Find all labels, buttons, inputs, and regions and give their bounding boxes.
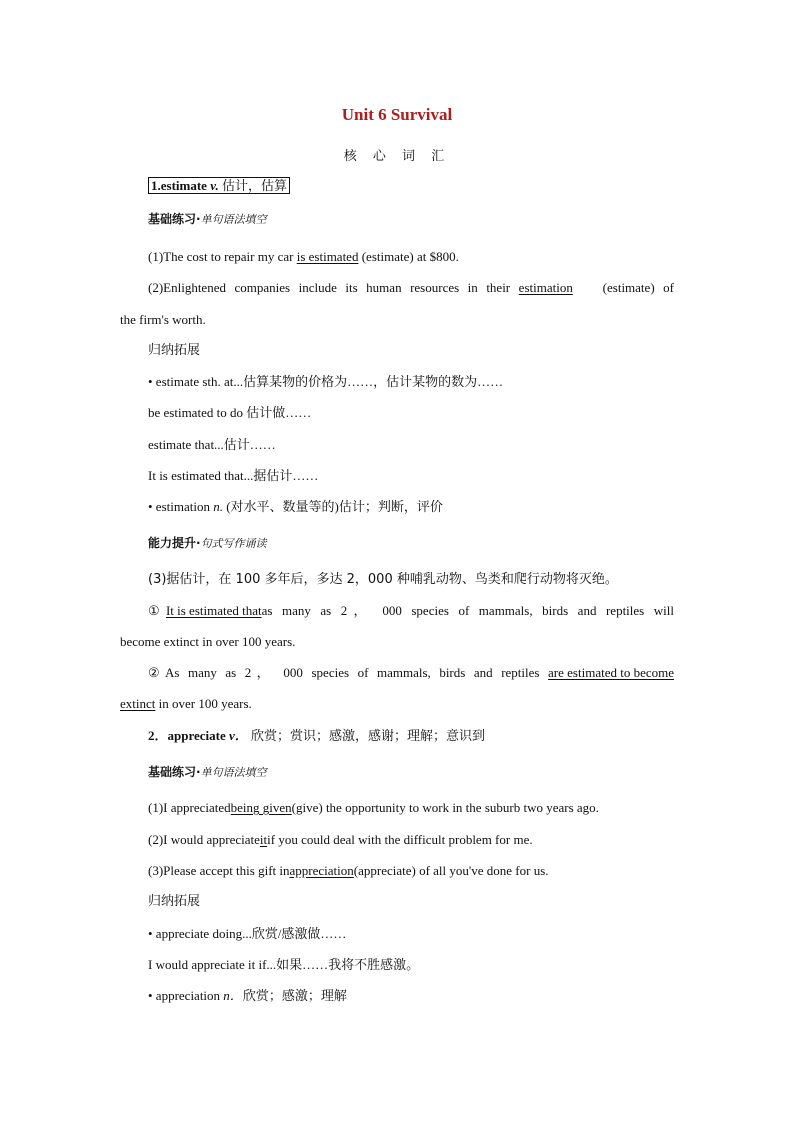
exercise-text: ① (148, 603, 166, 618)
part-of-speech: n． (223, 988, 243, 1003)
expand-meaning: (对水平、数量等的)估计；判断，评价 (222, 499, 443, 514)
expand-item: • appreciate doing...欣赏/感激做…… (148, 926, 347, 941)
expand-item: • estimate sth. at...估算某物的价格为……，估计某物的数为…… (148, 374, 504, 389)
answer-blank: extinct (120, 696, 156, 711)
answer-blank: it (259, 832, 268, 847)
expand-label: 归纳拓展 (148, 894, 201, 909)
exercise-text: ②As many as 2， 000 species of mammals, birds and reptiles (148, 665, 540, 680)
practice-label (148, 762, 267, 783)
practice-sub-text: 单句语法填空 (200, 766, 267, 779)
exercise-3b (148, 663, 674, 683)
exercise-2 (148, 278, 674, 298)
answer-blank: It is estimated that (165, 603, 262, 618)
entry-word: 2．appreciate (148, 728, 226, 743)
exercise-1 (148, 798, 599, 818)
exercise-text: (3)Please accept this gift in (148, 863, 290, 878)
ability-label (148, 533, 267, 554)
exercise-text: (1)The cost to repair my car (148, 249, 297, 264)
expand-label: 归纳拓展 (148, 343, 201, 358)
exercise-text: if you could deal with the difficult problem for me. (267, 832, 533, 847)
practice-label (148, 209, 267, 230)
expand-item (148, 497, 443, 517)
exercise-3a-cont: become extinct in over 100 years. (120, 634, 296, 649)
expand-item: be estimated to do 估计做…… (148, 405, 312, 420)
exercise-2 (148, 830, 533, 850)
ability-label-text: 能力提升· (148, 536, 201, 550)
practice-label-text: 基础练习· (148, 765, 201, 779)
expand-meaning: 欣赏；感激；理解 (242, 988, 347, 1003)
exercise-text: (appreciate) of all you've done for us. (353, 863, 549, 878)
exercise-text: (2)I would appreciate (148, 832, 260, 847)
expand-item: It is estimated that...据估计…… (148, 468, 319, 483)
practice-sub-text: 单句语法填空 (200, 213, 267, 226)
answer-blank: appreciation (289, 863, 354, 878)
exercise-3b-cont (120, 694, 252, 714)
exercise-text: (estimate) of (602, 280, 674, 295)
entry-meaning: 欣赏；赏识；感激，感谢；理解；意识到 (251, 729, 486, 744)
exercise-2-cont: the firm's worth. (120, 312, 206, 327)
entry-heading-appreciate (148, 726, 485, 747)
exercise-1 (148, 247, 459, 267)
exercise-text: (estimate) at $800. (358, 249, 459, 264)
part-of-speech: n. (213, 499, 223, 514)
entry-heading-estimate (148, 176, 290, 197)
exercise-text: (1)I appreciated (148, 800, 231, 815)
exercise-text: (give) the opportunity to work in the suburb two years ago. (291, 800, 599, 815)
part-of-speech: v． (229, 728, 248, 743)
answer-blank: are estimated to become (548, 665, 675, 680)
answer-blank: is estimated (296, 249, 359, 264)
exercise-text: (2)Enlightened companies include its human resources in their (148, 280, 511, 295)
section-subtitle: 核 心 词 汇 (343, 149, 451, 164)
exercise-3 (148, 861, 549, 881)
expand-item: estimate that...估计…… (148, 437, 276, 452)
ability-sub-text: 句式写作诵读 (200, 537, 267, 550)
expand-word: • appreciation (148, 988, 224, 1003)
unit-title: Unit 6 Survival (341, 105, 453, 124)
part-of-speech: v. (210, 178, 219, 193)
answer-blank: estimation (518, 280, 573, 295)
expand-word: • estimation (148, 499, 214, 514)
expand-item (148, 986, 347, 1006)
expand-item: I would appreciate it if...如果……我将不胜感激。 (148, 957, 420, 972)
entry-word: 1.estimate (151, 178, 207, 193)
exercise-3a (148, 601, 674, 621)
exercise-text: as many as 2， 000 species of mammals, birds and reptiles will (261, 603, 674, 618)
translation-prompt: (3)据估计，在 100 多年后，多达 2，000 种哺乳动物、鸟类和爬行动物将灭绝。 (148, 572, 618, 587)
entry-meaning: 估计，估算 (222, 179, 288, 194)
answer-blank: being given (230, 800, 292, 815)
exercise-text: in over 100 years. (155, 696, 252, 711)
practice-label-text: 基础练习· (148, 212, 201, 226)
